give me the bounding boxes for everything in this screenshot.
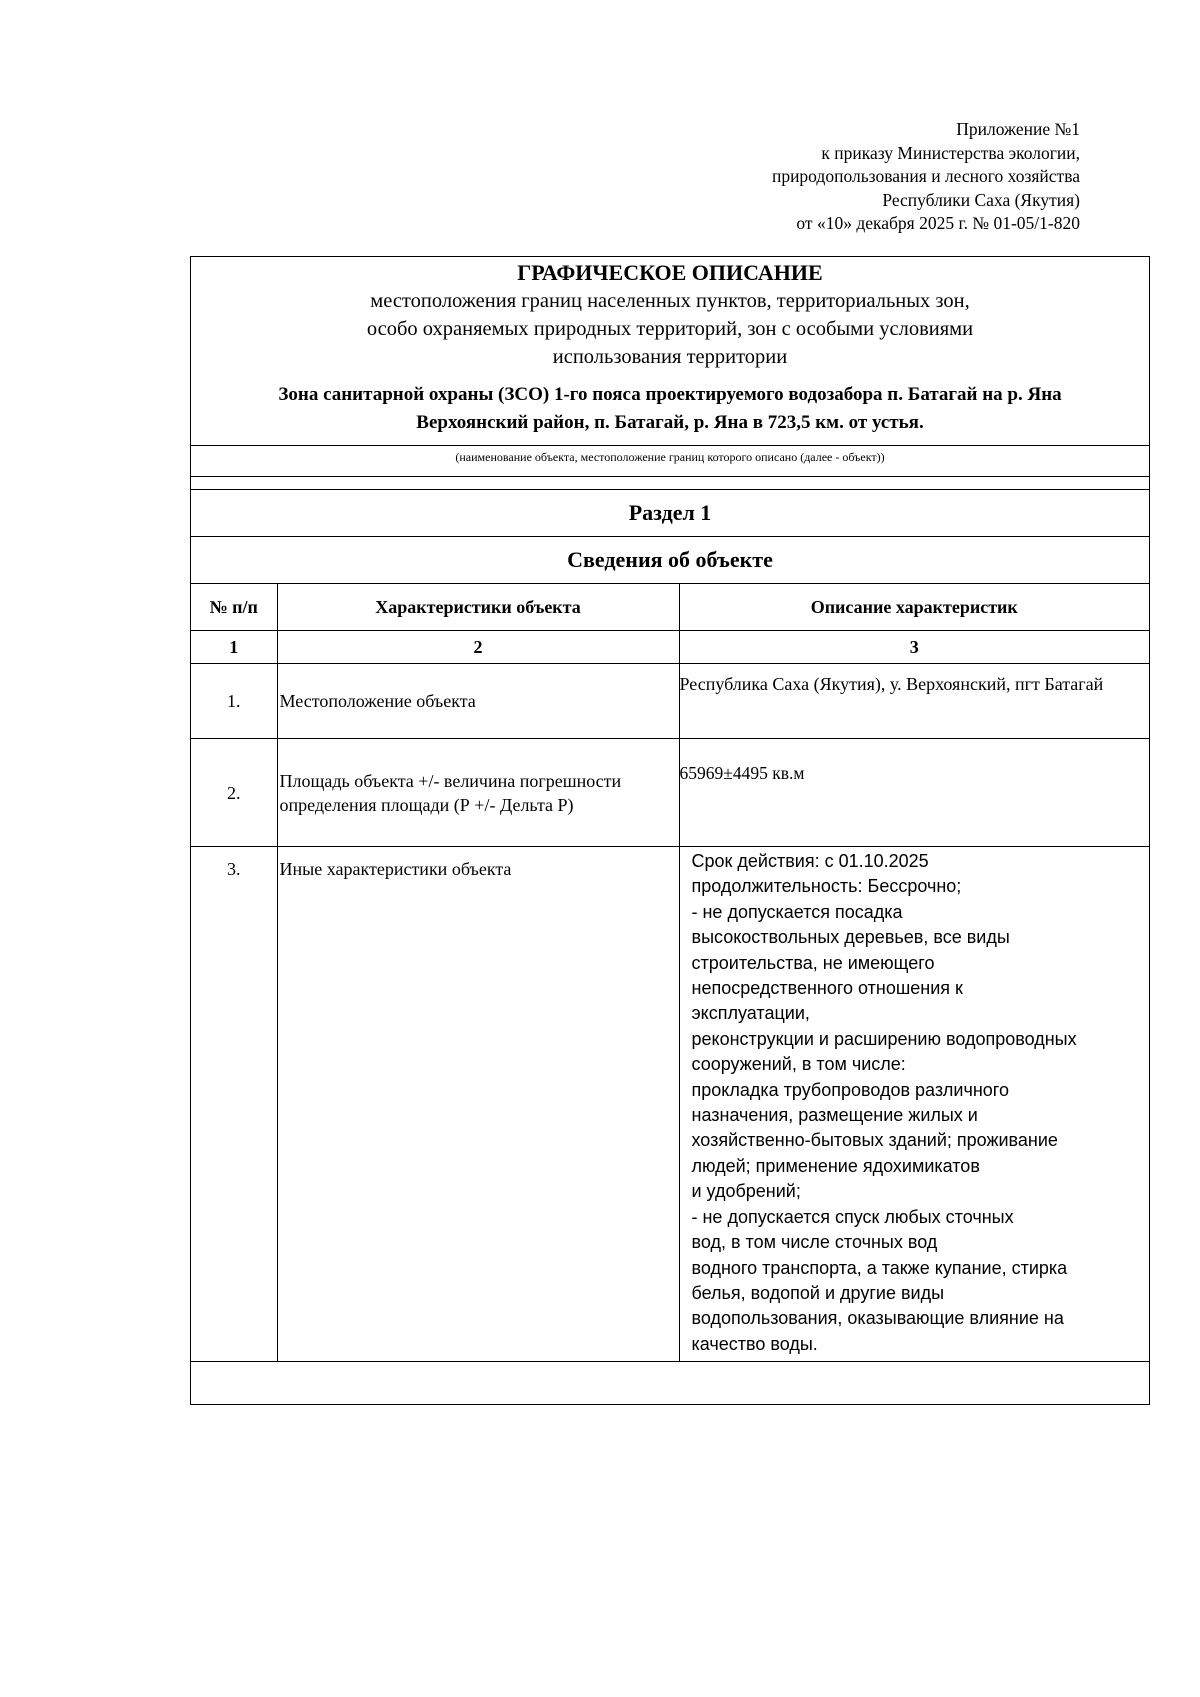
object-name-line: Зона санитарной охраны (ЗСО) 1-го пояса проектируемого водозабора п. Батагай на р. Яна xyxy=(278,384,1062,405)
blank-row xyxy=(191,476,1149,489)
row-characteristic: Площадь объекта +/- величина погрешности определения площади (Р +/- Дельта Р) xyxy=(277,739,679,847)
description-line: людей; применение ядохимикатов xyxy=(691,1155,980,1176)
description-line: и удобрений; xyxy=(691,1181,801,1202)
row-number: 2. xyxy=(191,739,277,847)
column-number: 3 xyxy=(679,631,1149,664)
description-line: назначения, размещение жилых и xyxy=(691,1105,978,1126)
row-description xyxy=(679,847,1149,1362)
description-line: качество воды. xyxy=(691,1333,818,1354)
title-block xyxy=(191,257,1149,437)
column-number: 2 xyxy=(277,631,679,664)
description-line: эксплуатации, xyxy=(691,1003,810,1024)
appendix-block xyxy=(772,118,1080,236)
description-line: строительства, не имеющего xyxy=(691,952,935,973)
object-name-note: (наименование объекта, местоположение границ которого описано (далее - объект)) xyxy=(191,445,1149,476)
appendix-line: Приложение №1 xyxy=(956,119,1080,139)
description-line: продолжительность: Бессрочно; xyxy=(691,876,962,897)
row-description: 65969±4495 кв.м xyxy=(679,739,1149,847)
description-line: вод, в том числе сточных вод xyxy=(691,1232,938,1253)
subtitle-line: использования территории xyxy=(552,346,788,368)
row-description: Республика Саха (Якутия), у. Верхоянский, пгт Батагай xyxy=(679,664,1149,739)
table-row xyxy=(191,847,1149,1362)
section-subtitle: Сведения об объекте xyxy=(191,536,1149,583)
row-characteristic: Иные характеристики объекта xyxy=(277,847,679,1362)
appendix-line: к приказу Министерства экологии, xyxy=(821,142,1080,163)
subtitle-line: особо охраняемых природных территорий, зон с особыми условиями xyxy=(366,318,974,340)
appendix-line: Республики Саха (Якутия) xyxy=(882,189,1080,210)
description-line: прокладка трубопроводов различного xyxy=(691,1079,1009,1100)
section-title: Раздел 1 xyxy=(191,489,1149,536)
description-line: сооружений, в том числе: xyxy=(691,1054,906,1075)
description-line: белья, водопой и другие виды xyxy=(691,1282,945,1303)
empty-table-row xyxy=(191,1362,1149,1405)
description-line: реконструкции и расширению водопроводных xyxy=(691,1028,1077,1049)
object-name-line: Верхоянский район, п. Батагай, р. Яна в 723,5 км. от устья. xyxy=(416,412,924,433)
header-cell-number: № п/п xyxy=(191,584,277,631)
description-line: высокоствольных деревьев, все виды xyxy=(691,927,1010,948)
description-frame xyxy=(190,256,1150,1405)
column-number: 1 xyxy=(191,631,277,664)
header-cell-description: Описание характеристик xyxy=(679,584,1149,631)
description-line: водопользования, оказывающие влияние на xyxy=(691,1308,1064,1329)
document-title: ГРАФИЧЕСКОЕ ОПИСАНИЕ xyxy=(517,260,823,285)
appendix-line: природопользования и лесного хозяйства xyxy=(771,166,1080,186)
object-name xyxy=(191,381,1149,437)
column-number-row xyxy=(191,631,1149,664)
description-line: - не допускается спуск любых сточных xyxy=(691,1206,1014,1227)
row-characteristic: Местоположение объекта xyxy=(277,664,679,739)
appendix-line: от «10» декабря 2025 г. № 01-05/1-820 xyxy=(796,213,1080,233)
description-line: непосредственного отношения к xyxy=(691,978,963,999)
characteristics-table xyxy=(191,583,1149,1404)
table-row xyxy=(191,739,1149,847)
row-number: 3. xyxy=(191,847,277,1362)
subtitle-line: местоположения границ населенных пунктов, территориальных зон, xyxy=(370,290,970,312)
description-line: водного транспорта, а также купание, стирка xyxy=(691,1257,1068,1278)
table-header-row xyxy=(191,584,1149,631)
empty-cell xyxy=(191,1362,1149,1405)
table-row xyxy=(191,664,1149,739)
row-number: 1. xyxy=(191,664,277,739)
header-cell-characteristics: Характеристики объекта xyxy=(277,584,679,631)
description-line: Срок действия: с 01.10.2025 xyxy=(691,851,929,871)
description-line: хозяйственно-бытовых зданий; проживание xyxy=(691,1130,1058,1151)
description-line: - не допускается посадка xyxy=(691,901,903,922)
